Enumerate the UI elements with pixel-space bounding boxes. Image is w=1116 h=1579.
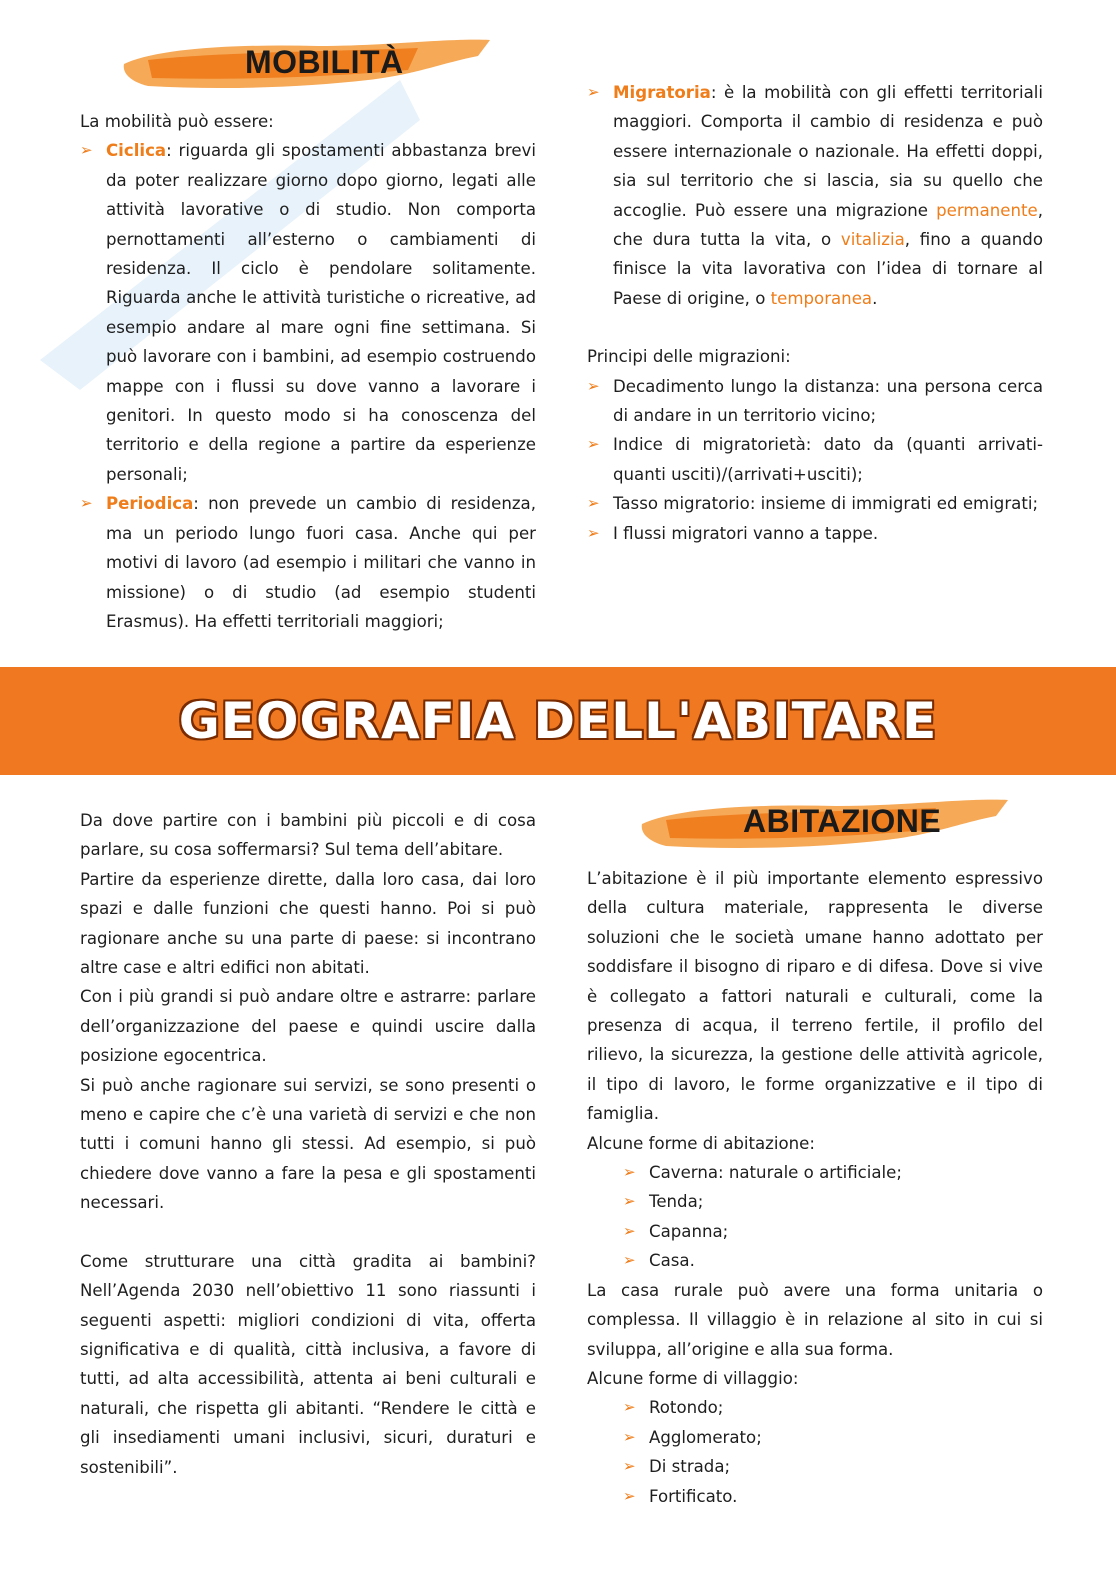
arrow-bullet-icon: ➢ [623, 1221, 636, 1240]
arrow-bullet-icon: ➢ [623, 1427, 636, 1446]
principi-text: Indice di migratorietà: dato da (quanti arrivati-quanti usciti)/(arrivati+usciti); [613, 435, 1043, 484]
forme-text: Casa. [649, 1251, 695, 1271]
arrow-bullet-icon: ➢ [623, 1163, 636, 1182]
abitare-paragraph: Partire da esperienze dirette, dalla loro casa, dai loro spazi e dalle funzioni che questi hanno. Poi si può ragionare anche su una parte di paese: si incontrano altre case e altri edifici non abitati. [80, 869, 536, 978]
forme-title: Alcune forme di abitazione: [587, 1133, 815, 1153]
mobilita-right-column [587, 78, 1043, 548]
abitare-left-column [80, 806, 536, 1482]
forme-text: Tenda; [649, 1192, 704, 1212]
villaggio-text: Rotondo; [649, 1398, 724, 1418]
villaggio-title: Alcune forme di villaggio: [587, 1368, 799, 1388]
vitalizia-term: vitalizia [840, 230, 905, 250]
arrow-bullet-icon: ➢ [623, 1251, 636, 1270]
arrow-bullet-icon: ➢ [623, 1398, 636, 1417]
mobilita-title: MOBILITÀ [245, 44, 404, 80]
arrow-bullet-icon: ➢ [623, 1192, 636, 1211]
ciclica-label: Ciclica [106, 141, 167, 161]
band-title: GEOGRAFIA DELL'ABITARE [178, 692, 938, 750]
abitazione-paragraph: L’abitazione è il più importante elemento espressivo della cultura materiale, rappresenta le diverse soluzioni che le società umane hanno adottato per soddisfare il bisogno di riparo e di difesa. Dove si vive è collegato a fattori naturali e culturali, come la presenza di acqua, il terreno fertile, il profilo del rilievo, la sicurezza, la gestione delle attività agricole, il tipo di lavoro, le forme organizzative e il tipo di famiglia. [587, 869, 1043, 1124]
principi-item [587, 430, 1043, 489]
migratoria-item [587, 78, 1043, 313]
forme-item [587, 1246, 1043, 1275]
principi-text: Decadimento lungo la distanza: una persona cerca di andare in un territorio vicino; [613, 376, 1043, 426]
principi-item [587, 519, 1043, 548]
mobilita-left-column [80, 107, 536, 636]
villaggio-text: Fortificato. [649, 1486, 738, 1506]
forme-text: Capanna; [649, 1221, 729, 1241]
arrow-bullet-icon: ➢ [587, 523, 600, 542]
forme-item [587, 1187, 1043, 1216]
forme-item [587, 1158, 1043, 1187]
temporanea-term: temporanea [770, 288, 873, 308]
migratoria-text: , che dura tutta la vita, o [613, 200, 1043, 250]
arrow-bullet-icon: ➢ [587, 494, 600, 513]
abitare-paragraph: Si può anche ragionare sui servizi, se sono presenti o meno e capire che c’è una varietà di servizi e che non tutti i comuni hanno gli stessi. Ad esempio, si può chiedere dove vanno a fare la pesa e gli spostamenti necessari. [80, 1075, 536, 1213]
villaggio-text: Di strada; [649, 1457, 731, 1477]
permanente-term: permanente [936, 200, 1038, 220]
abitare-paragraph: Come strutturare una città gradita ai bambini? Nell’Agenda 2030 nell’obiettivo 11 sono riassunti i seguenti aspetti: migliori condizioni di vita, offerta significativa e di qualità, città inclusiva, a favore di tutti, ad alta accessibilità, attenta ai beni culturali e naturali, che rispetta gli abitanti. “Rendere le città e gli insediamenti umani inclusivi, sicuri, duraturi e sostenibili”. [80, 1251, 536, 1477]
villaggio-text: Agglomerato; [649, 1427, 762, 1447]
abitazione-paragraph: La casa rurale può avere una forma unitaria o complessa. Il villaggio è in relazione al sito in cui si sviluppa, all’origine e alla sua forma. [587, 1280, 1043, 1359]
arrow-bullet-icon: ➢ [587, 435, 600, 454]
villaggio-item [587, 1423, 1043, 1452]
arrow-bullet-icon: ➢ [587, 376, 600, 395]
forme-item [587, 1217, 1043, 1246]
migratoria-text: . [872, 288, 878, 308]
ciclica-item [80, 136, 536, 489]
villaggio-item [587, 1393, 1043, 1422]
migratoria-text: : è la mobilità con gli effetti territoriali maggiori. Comporta il cambio di residenza e può essere internazionale o nazionale. Ha effetti doppi, sia sul territorio che si lascia, sia su quello che accoglie. Può essere una migrazione [613, 83, 1043, 220]
arrow-bullet-icon: ➢ [623, 1457, 636, 1476]
periodica-label: Periodica [106, 494, 194, 514]
abitare-paragraph: Con i più grandi si può andare oltre e astrarre: parlare dell’organizzazione del paese e quindi uscire dalla posizione egocentrica. [80, 987, 536, 1066]
arrow-bullet-icon: ➢ [80, 141, 93, 160]
forme-text: Caverna: naturale o artificiale; [649, 1163, 902, 1183]
villaggio-item [587, 1452, 1043, 1481]
villaggio-item [587, 1482, 1043, 1511]
abitazione-right-column [587, 864, 1043, 1511]
migratoria-text: , fino a quando finisce la vita lavorativa con l’idea di tornare al Paese di origine, o [613, 230, 1043, 308]
abitare-paragraph: Da dove partire con i bambini più piccoli e di cosa parlare, su cosa soffermarsi? Sul tema dell’abitare. [80, 811, 536, 860]
principi-text: Tasso migratorio: insieme di immigrati ed emigrati; [613, 494, 1039, 514]
principi-item [587, 489, 1043, 518]
arrow-bullet-icon: ➢ [623, 1486, 636, 1505]
principi-title: Principi delle migrazioni: [587, 347, 791, 367]
principi-item [587, 372, 1043, 431]
periodica-text: : non prevede un cambio di residenza, ma un periodo lungo fuori casa. Anche qui per motivi di lavoro (ad esempio i militari che vanno in missione) o di studio (ad esempio studenti Erasmus). Ha effetti territoriali maggiori; [106, 494, 536, 631]
mobilita-intro: La mobilità può essere: [80, 112, 274, 131]
abitazione-title: ABITAZIONE [743, 803, 942, 839]
arrow-bullet-icon: ➢ [587, 83, 600, 101]
migratoria-label: Migratoria [613, 83, 711, 102]
periodica-item [80, 489, 536, 636]
principi-text: I flussi migratori vanno a tappe. [613, 523, 879, 543]
ciclica-text: : riguarda gli spostamenti abbastanza brevi da poter realizzare giorno dopo giorno, legati alle attività lavorative o di studio. Non comporta pernottamenti all’esterno o cambiamenti di residenza. Il ciclo è pendolare solitamente. Riguarda anche le attività turistiche o ricreative, ad esempio andare al mare ogni fine settimana. Si può lavorare con i bambini, ad esempio costruendo mappe con i flussi su dove vanno a lavorare i genitori. In questo modo si ha conoscenza del territorio e della regione a partire da esperienze personali; [106, 141, 536, 484]
arrow-bullet-icon: ➢ [80, 494, 93, 513]
